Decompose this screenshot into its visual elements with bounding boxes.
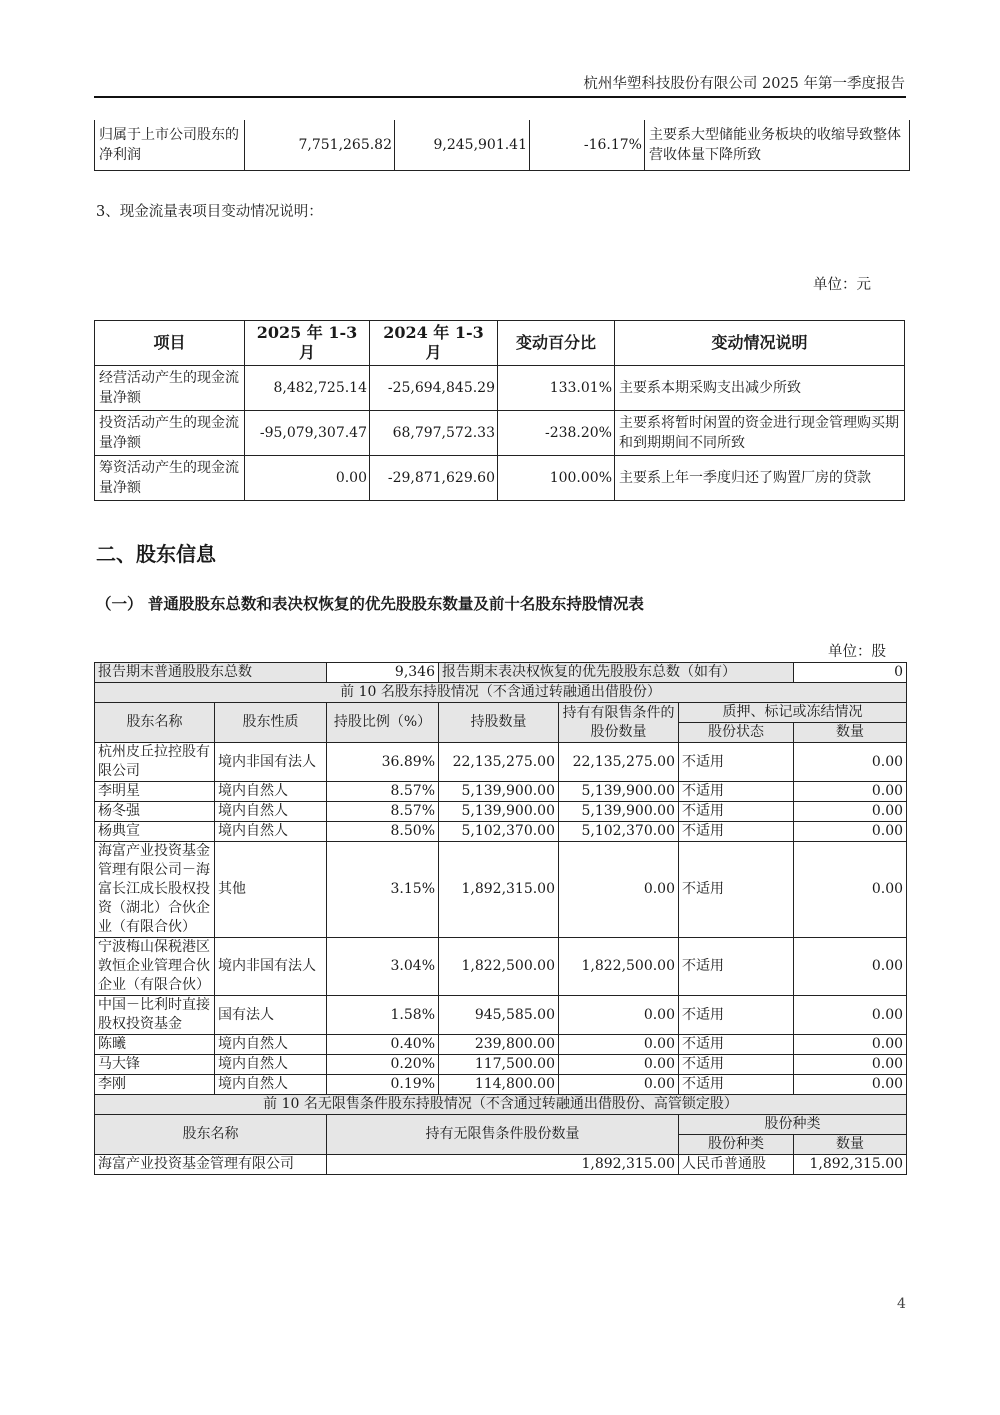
cashflow-unit: 单位：元: [813, 277, 871, 293]
col-header-quantity: 持股数量: [439, 703, 559, 743]
table-row: [95, 996, 907, 1035]
cell-holder-nature: 其他: [215, 842, 327, 938]
cell-pledge-quantity: 0.00: [794, 1055, 907, 1075]
cell-holding-ratio: 8.50%: [327, 822, 439, 842]
cell-pledge-quantity: 0.00: [794, 938, 907, 996]
cell-holding-ratio: 8.57%: [327, 782, 439, 802]
col-header-restricted: 持有有限售条件的股份数量: [559, 703, 679, 743]
table-row: [95, 1155, 907, 1175]
cell-pledge-quantity: 0.00: [794, 802, 907, 822]
cell-previous: 9,245,901.41: [395, 120, 530, 171]
cell-holder-name: 海富产业投资基金管理有限公司－海富长江成长股权投资（湖北）合伙企业（有限合伙）: [95, 842, 215, 938]
table-row: [95, 802, 907, 822]
header-divider: [94, 96, 906, 98]
top10-title: 前 10 名股东持股情况（不含通过转融通出借股份）: [95, 683, 907, 703]
table-row: [95, 1055, 907, 1075]
table-row: [95, 938, 907, 996]
label-common-count: 报告期末普通股股东总数: [95, 663, 327, 683]
cell-holding-quantity: 1,892,315.00: [439, 842, 559, 938]
cell-pledge-quantity: 0.00: [794, 782, 907, 802]
value-common-count: 9,346: [327, 663, 439, 683]
cell-pledge-quantity: 0.00: [794, 822, 907, 842]
cell-holder-name: 李明星: [95, 782, 215, 802]
profit-table: [94, 120, 910, 171]
cell-pledge-status: 不适用: [679, 802, 794, 822]
cell-pledge-quantity: 0.00: [794, 1035, 907, 1055]
cell-holder-nature: 境内自然人: [215, 1075, 327, 1095]
cell-holder-name: 杭州皮丘拉控股有限公司: [95, 743, 215, 782]
cell-pledge-status: 不适用: [679, 822, 794, 842]
cell-item: 投资活动产生的现金流量净额: [95, 411, 245, 456]
table-row: [95, 120, 910, 171]
cell-holding-ratio: 3.15%: [327, 842, 439, 938]
top10-title-row: [95, 683, 907, 703]
table-row: [95, 456, 905, 501]
cell-pledge-quantity: 0.00: [794, 1075, 907, 1095]
cell-holder-nature: 境内自然人: [215, 1055, 327, 1075]
label-preferred-count: 报告期末表决权恢复的优先股股东总数（如有）: [439, 663, 794, 683]
value-preferred-count: 0: [794, 663, 907, 683]
cell-holder-nature: 境内自然人: [215, 822, 327, 842]
cell-item: 归属于上市公司股东的净利润: [95, 120, 245, 171]
col-header-name: 股东名称: [95, 1115, 327, 1155]
cell-reason: 主要系将暂时闲置的资金进行现金管理购买期和到期期间不同所致: [615, 411, 905, 456]
cell-current: 8,482,725.14: [245, 366, 370, 411]
table-row: [95, 1035, 907, 1055]
cell-pledge-quantity: 0.00: [794, 842, 907, 938]
col-header-pledge-status: 股份状态: [679, 723, 794, 743]
cell-previous: -29,871,629.60: [370, 456, 498, 501]
cell-restricted-quantity: 22,135,275.00: [559, 743, 679, 782]
cell-current: 0.00: [245, 456, 370, 501]
cell-restricted-quantity: 0.00: [559, 996, 679, 1035]
cell-pledge-status: 不适用: [679, 743, 794, 782]
cashflow-heading: 3、现金流量表项目变动情况说明：: [96, 204, 323, 220]
col-header-ratio: 持股比例（%）: [327, 703, 439, 743]
cell-holder-name: 李刚: [95, 1075, 215, 1095]
cell-pledge-status: 不适用: [679, 938, 794, 996]
col-header-unrestricted-quantity: 持有无限售条件股份数量: [327, 1115, 679, 1155]
shareholders-table: [94, 662, 907, 1175]
cell-reason: 主要系大型储能业务板块的收缩导致整体营收体量下降所致: [645, 120, 910, 171]
cell-holder-name: 宁波梅山保税港区敦恒企业管理合伙企业（有限合伙）: [95, 938, 215, 996]
cell-holder-name: 中国－比利时直接股权投资基金: [95, 996, 215, 1035]
cell-restricted-quantity: 0.00: [559, 1055, 679, 1075]
cell-restricted-quantity: 5,102,370.00: [559, 822, 679, 842]
cell-previous: 68,797,572.33: [370, 411, 498, 456]
cell-holding-ratio: 8.57%: [327, 802, 439, 822]
summary-row: [95, 663, 907, 683]
cell-pledge-status: 不适用: [679, 1075, 794, 1095]
cell-current: -95,079,307.47: [245, 411, 370, 456]
cashflow-table: [94, 320, 905, 501]
col-header-type-group: 股份种类: [679, 1115, 907, 1135]
cell-share-quantity: 1,892,315.00: [794, 1155, 907, 1175]
table-row: [95, 842, 907, 938]
cell-holder-name: 杨典宣: [95, 822, 215, 842]
cell-holder-name: 陈曦: [95, 1035, 215, 1055]
cell-current: 7,751,265.82: [245, 120, 395, 171]
cell-holding-ratio: 0.19%: [327, 1075, 439, 1095]
cell-holder-nature: 国有法人: [215, 996, 327, 1035]
unrestricted-title: 前 10 名无限售条件股东持股情况（不含通过转融通出借股份、高管锁定股）: [95, 1095, 907, 1115]
cell-item: 经营活动产生的现金流量净额: [95, 366, 245, 411]
col-header-pledge-qty: 数量: [794, 723, 907, 743]
cell-previous: -25,694,845.29: [370, 366, 498, 411]
cell-holder-nature: 境内非国有法人: [215, 743, 327, 782]
cell-pledge-quantity: 0.00: [794, 743, 907, 782]
cell-holder-name: 马大锋: [95, 1055, 215, 1075]
cell-restricted-quantity: 0.00: [559, 1075, 679, 1095]
table-row: [95, 822, 907, 842]
cell-holding-quantity: 945,585.00: [439, 996, 559, 1035]
unrestricted-title-row: [95, 1095, 907, 1115]
cell-restricted-quantity: 5,139,900.00: [559, 782, 679, 802]
cell-change: 133.01%: [498, 366, 615, 411]
cell-holding-quantity: 117,500.00: [439, 1055, 559, 1075]
cell-pledge-quantity: 0.00: [794, 996, 907, 1035]
cell-pledge-status: 不适用: [679, 1055, 794, 1075]
col-header-current: 2025 年 1-3 月: [245, 321, 370, 366]
col-header-reason: 变动情况说明: [615, 321, 905, 366]
cell-pledge-status: 不适用: [679, 1035, 794, 1055]
cell-holding-ratio: 3.04%: [327, 938, 439, 996]
page-number: 4: [897, 1296, 906, 1312]
shareholder-unit: 单位：股: [828, 644, 886, 660]
cell-restricted-quantity: 0.00: [559, 1035, 679, 1055]
table-row: [95, 1075, 907, 1095]
table-row: [95, 743, 907, 782]
cell-change: -238.20%: [498, 411, 615, 456]
col-header-name: 股东名称: [95, 703, 215, 743]
cell-holder-nature: 境内自然人: [215, 1035, 327, 1055]
cell-share-type: 人民币普通股: [679, 1155, 794, 1175]
table-header-row: [95, 321, 905, 366]
cell-holding-ratio: 36.89%: [327, 743, 439, 782]
table-row: [95, 366, 905, 411]
col-header-qty: 数量: [794, 1135, 907, 1155]
cell-holding-ratio: 0.40%: [327, 1035, 439, 1055]
top10-header-row: [95, 703, 907, 723]
col-header-item: 项目: [95, 321, 245, 366]
cell-holding-quantity: 5,139,900.00: [439, 782, 559, 802]
col-header-previous: 2024 年 1-3 月: [370, 321, 498, 366]
cell-restricted-quantity: 0.00: [559, 842, 679, 938]
cell-pledge-status: 不适用: [679, 996, 794, 1035]
cell-holding-quantity: 1,822,500.00: [439, 938, 559, 996]
cell-pledge-status: 不适用: [679, 842, 794, 938]
table-row: [95, 411, 905, 456]
cell-holder-nature: 境内自然人: [215, 802, 327, 822]
cell-holding-quantity: 5,139,900.00: [439, 802, 559, 822]
col-header-pledge-group: 质押、标记或冻结情况: [679, 703, 907, 723]
col-header-type: 股份种类: [679, 1135, 794, 1155]
cell-change: -16.17%: [530, 120, 645, 171]
cell-item: 筹资活动产生的现金流量净额: [95, 456, 245, 501]
col-header-change: 变动百分比: [498, 321, 615, 366]
cell-unrestricted-quantity: 1,892,315.00: [327, 1155, 679, 1175]
report-header-title: 杭州华塑科技股份有限公司 2025 年第一季度报告: [583, 76, 905, 92]
cell-holder-nature: 境内自然人: [215, 782, 327, 802]
cell-restricted-quantity: 1,822,500.00: [559, 938, 679, 996]
cell-pledge-status: 不适用: [679, 782, 794, 802]
unrestricted-header-row: [95, 1115, 907, 1135]
cell-holding-quantity: 114,800.00: [439, 1075, 559, 1095]
cell-restricted-quantity: 5,139,900.00: [559, 802, 679, 822]
cell-reason: 主要系上年一季度归还了购置厂房的贷款: [615, 456, 905, 501]
cell-holder-name: 海富产业投资基金管理有限公司: [95, 1155, 327, 1175]
section-heading-shareholders: 二、股东信息: [96, 542, 216, 566]
cell-holding-quantity: 5,102,370.00: [439, 822, 559, 842]
cell-holding-quantity: 22,135,275.00: [439, 743, 559, 782]
cell-change: 100.00%: [498, 456, 615, 501]
cell-holding-quantity: 239,800.00: [439, 1035, 559, 1055]
cell-reason: 主要系本期采购支出减少所致: [615, 366, 905, 411]
subsection-heading: （一） 普通股股东总数和表决权恢复的优先股股东数量及前十名股东持股情况表: [96, 594, 644, 613]
cell-holding-ratio: 0.20%: [327, 1055, 439, 1075]
table-row: [95, 782, 907, 802]
col-header-nature: 股东性质: [215, 703, 327, 743]
cell-holder-nature: 境内非国有法人: [215, 938, 327, 996]
cell-holder-name: 杨冬强: [95, 802, 215, 822]
cell-holding-ratio: 1.58%: [327, 996, 439, 1035]
